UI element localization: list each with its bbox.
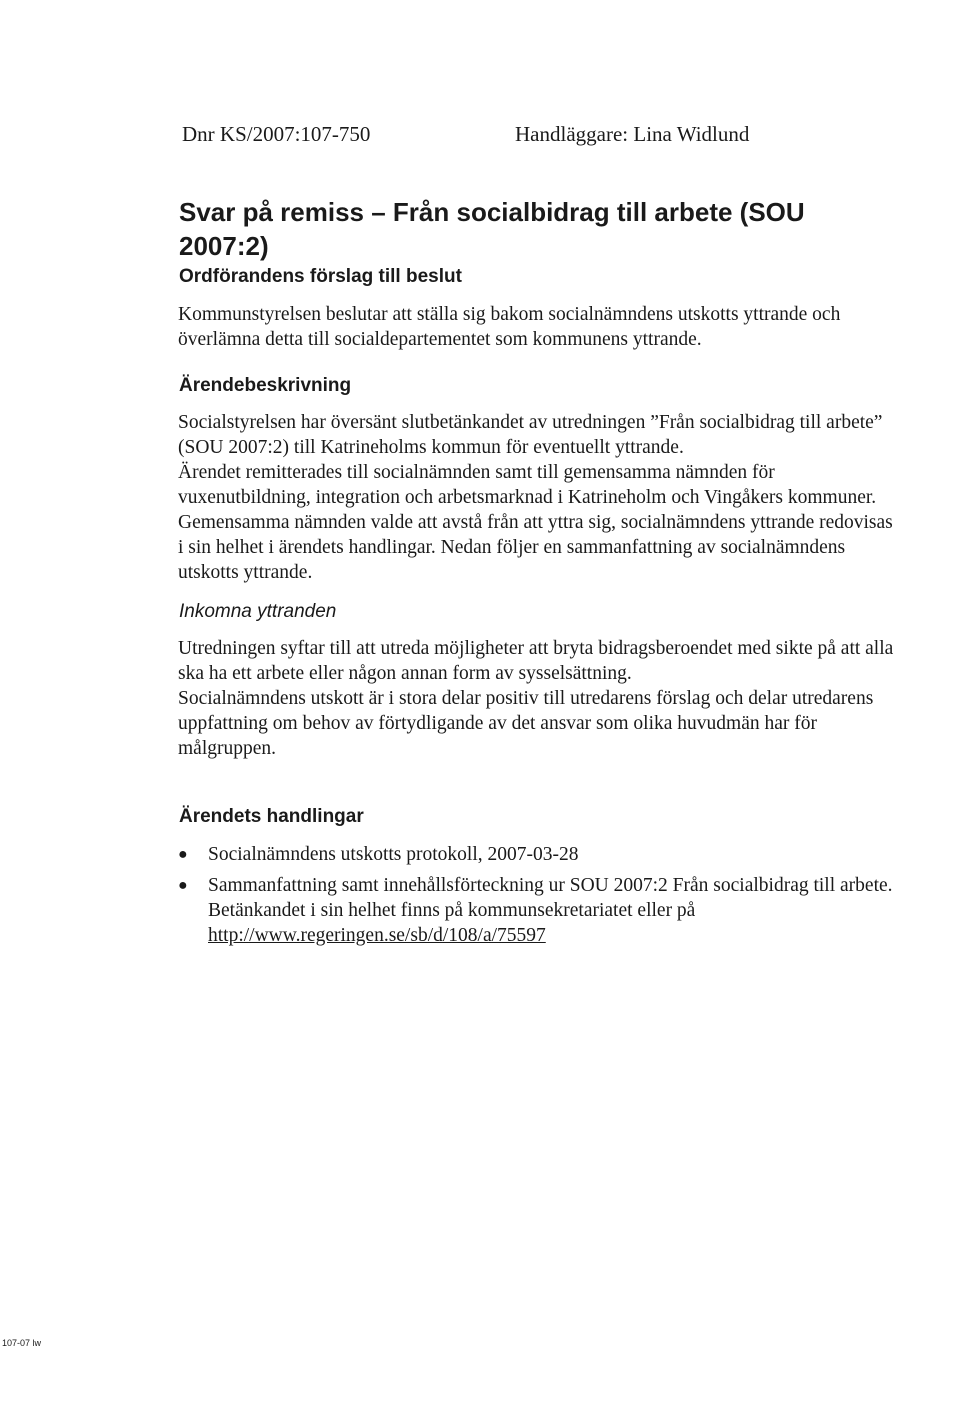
- document-item-text: Socialnämndens utskotts protokoll, 2007-03-28: [208, 844, 579, 865]
- footer-code: 107-07 lw: [2, 1338, 42, 1348]
- description-paragraph-2: Ärendet remitterades till socialnämnden samt till gemensamma nämnden för vuxenutbildning, integration och arbetsmarknad i Katrineholm och Vingåkers kommuner. Gemensamma nämnden valde att avstå från att yttra sig, socialnämndens yttrande redovisas i sin helhet i ärendets handlingar. Nedan följer en sammanfattning av socialnämndens utskotts yttrande.: [178, 462, 893, 583]
- reference-number: Dnr KS/2007:107-750: [182, 122, 371, 146]
- bullet-icon: ●: [178, 877, 188, 894]
- responses-paragraph-2: Socialnämndens utskott är i stora delar positiv till utredarens förslag och delar utredarens uppfattning om behov av förtydligande av det ansvar som olika huvudmän har för målgruppen.: [178, 688, 874, 759]
- document-title: Svar på remiss – Från socialbidrag till arbete (SOU 2007:2): [179, 197, 805, 261]
- documents-heading: Ärendets handlingar: [179, 806, 364, 827]
- list-item: [178, 842, 898, 867]
- case-handler: Handläggare: Lina Widlund: [515, 122, 750, 146]
- description-heading: Ärendebeskrivning: [179, 375, 352, 396]
- proposal-text: Kommunstyrelsen beslutar att ställa sig bakom socialnämndens utskotts yttrande och överlämna detta till socialdepartementet som kommunens yttrande.: [178, 304, 841, 350]
- responses-paragraph-1: Utredningen syftar till att utreda möjligheter att bryta bidragsberoendet med sikte på att alla ska ha ett arbete eller någon annan form av sysselsättning.: [178, 638, 894, 684]
- description-paragraph-1: Socialstyrelsen har översänt slutbetänkandet av utredningen ”Från socialbidrag till arbete” (SOU 2007:2) till Katrineholms kommun för eventuellt yttrande.: [178, 412, 883, 458]
- proposal-heading: Ordförandens förslag till beslut: [179, 266, 462, 287]
- regeringen-link[interactable]: http://www.regeringen.se/sb/d/108/a/75597: [208, 925, 546, 946]
- bullet-icon: ●: [178, 846, 188, 863]
- responses-heading: Inkomna yttranden: [179, 601, 337, 622]
- documents-list: [178, 842, 898, 954]
- list-item: [178, 873, 898, 948]
- document-item-text: Sammanfattning samt innehållsförteckning ur SOU 2007:2 Från socialbidrag till arbete. Betänkandet i sin helhet finns på kommunsekretariatet eller på: [208, 875, 893, 921]
